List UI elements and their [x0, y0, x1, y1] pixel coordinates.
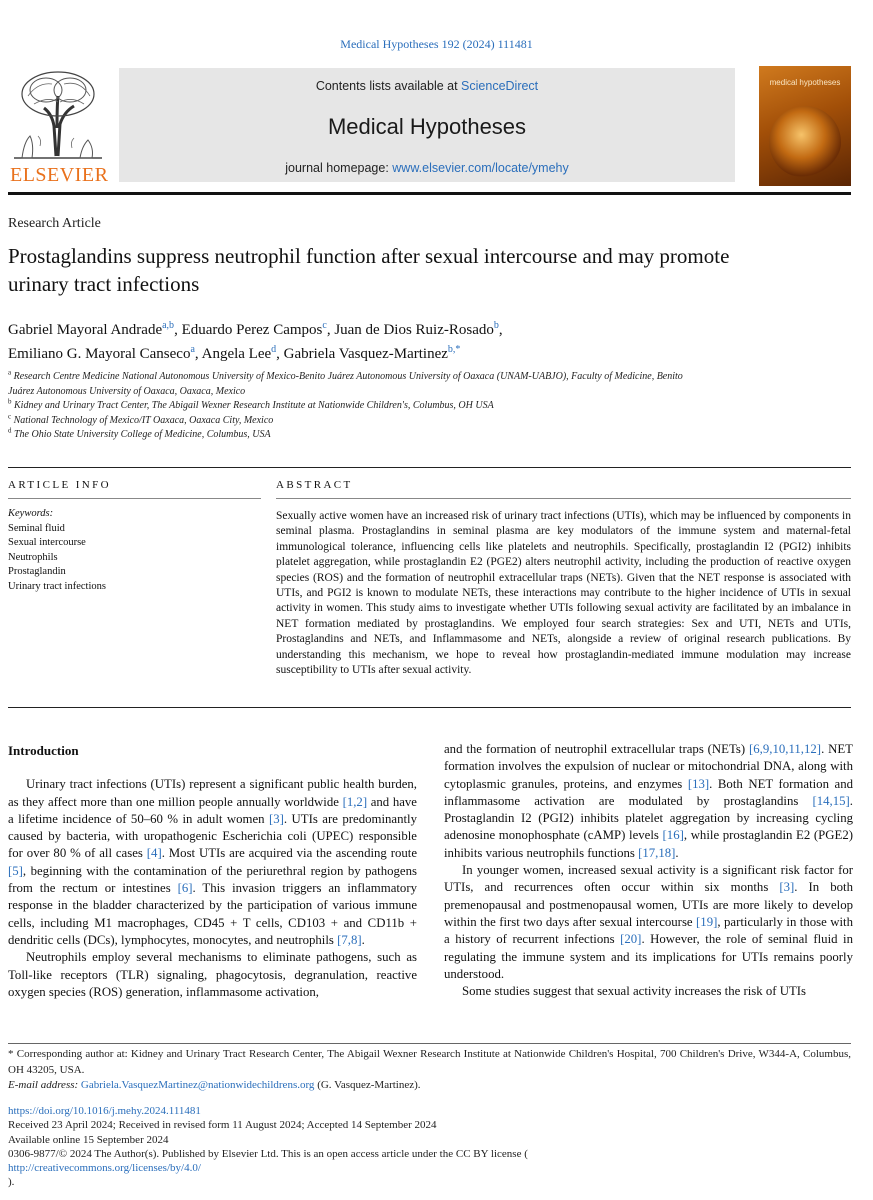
body-text: Urinary tract infections (UTIs) represent a significant public health burden, as they affect more than one million people annually worldwide	[8, 777, 417, 809]
elsevier-logo[interactable]	[8, 66, 108, 188]
publisher-name: ELSEVIER	[10, 164, 109, 186]
affiliation-text: Juárez Autonomous University of Oaxaca, Oaxaca, Mexico	[8, 385, 246, 397]
reference-link[interactable]: [20]	[620, 932, 642, 947]
keyword: Prostaglandin	[8, 566, 66, 577]
body-paragraph: Neutrophils employ several mechanisms to eliminate pathogens, such as Toll-like receptors (TLR) signaling, phagocytosis, degranulation, reactive oxygen species (ROS) generation, inflammasome activation,	[8, 950, 417, 999]
journal-name: Medical Hypotheses	[327, 114, 527, 139]
body-text: . This invasion triggers an inflammatory response in the bladder characterized by the participation of various immune cells, including M1 macrophages, CD45 + T cells, CD103 + and CD11b + dendritic cells (DCs), lymphocytes, monocytes, and neutrophils	[8, 881, 417, 947]
online-date: Available online 15 September 2024	[8, 1133, 169, 1146]
author-name[interactable]: Angela Lee	[201, 346, 272, 362]
article-info-rule	[8, 467, 851, 468]
reference-link[interactable]: [3]	[269, 811, 284, 826]
affiliation	[8, 399, 848, 414]
body-text: and the formation of neutrophil extracellular traps (NETs)	[444, 742, 750, 756]
body-text: . Prostaglandin I2 (PGI2) inhibits platelet aggregation by increasing cycling adenosine monophosphate (cAMP) levels	[444, 793, 853, 843]
body-paragraph	[444, 862, 853, 983]
cover-artwork	[769, 106, 841, 178]
header-rule	[8, 192, 851, 195]
footnote-rule	[8, 1043, 851, 1044]
journal-citation[interactable]: Medical Hypotheses 192 (2024) 111481	[340, 37, 533, 51]
body-text: . NET formation involves the expulsion of nuclear or mitochondrial DNA, along with cytoplasmic granules, proteins, and enzymes	[444, 742, 853, 791]
body-paragraph	[8, 776, 417, 949]
affiliation-label: b	[8, 397, 12, 406]
author-name[interactable]: Gabriel Mayoral Andrade	[8, 322, 163, 338]
reference-link[interactable]: [6]	[177, 881, 193, 896]
homepage-line	[119, 161, 735, 175]
keyword-list	[8, 507, 261, 594]
body-text: and have a lifetime incidence of 50–60 % in adult women	[8, 794, 417, 826]
contents-line	[119, 79, 735, 93]
corresponding-author-footnote	[8, 1047, 851, 1094]
body-text: .	[675, 845, 679, 860]
reference-link[interactable]: [1,2]	[342, 794, 368, 809]
body-text: . In both premenopausal and postmenopausal women, UTIs are more likely to develop within the first two days after sexual intercourse	[444, 880, 853, 929]
license-line	[8, 1147, 868, 1190]
reference-link[interactable]: [3]	[779, 880, 795, 895]
email-suffix: (G. Vasquez-Martinez).	[314, 1079, 421, 1091]
affiliation-label: d	[8, 426, 12, 435]
journal-header	[8, 66, 851, 188]
keyword: Sexual intercourse	[8, 537, 86, 548]
abstract-text: Sexually active women have an increased risk of urinary tract infections (UTIs), which may be influenced by components in seminal plasma. Prostaglandins in seminal plasma are key modulators of the immune system and maternal-fetal immunological tolerance, influencing cells like platelets and neutrophils. Specifically, prostaglandin I2 (PGI2) inhibits platelet aggregation, while prostaglandin E2 (PGE2) alters neutrophil activity, including the production of reactive oxygen species (ROS) and the formation of neutrophil extracellular traps (NETs). Given that the NET response is associated with UTIs, and PGI2 is known to modulate NETs, these interactions may contribute to the higher incidence of UTIs in sexual activity in women. This study aims to investigate whether UTIs following sexual activity are facilitated by an imbalance in NET formation mediated by prostaglandins. We employed four search strategies: Sex and UTI, NETs and UTIs, Prostaglandins and NETs, and Inflammasome and NETs, alongside a review of original research publications. By understanding this mechanism, we hope to reveal how prostaglandin-mediated immune modulation may increase susceptibility to UTIs after sexual activity.	[276, 510, 851, 677]
body-paragraph: Some studies suggest that sexual activity increases the risk of UTIs	[462, 984, 807, 999]
affiliation	[8, 370, 848, 385]
section-heading: Introduction	[8, 743, 79, 758]
contents-prefix: Contents lists available at	[315, 79, 462, 93]
reference-link[interactable]: [4]	[146, 846, 162, 861]
body-text: , particularly in those with a history of recurrent infections	[444, 914, 853, 947]
reference-link[interactable]: [13]	[687, 776, 710, 791]
doi-link[interactable]: https://doi.org/10.1016/j.mehy.2024.111481	[8, 1105, 201, 1117]
reference-link[interactable]: [14,15]	[812, 793, 850, 808]
body-text: In younger women, increased sexual activity is a significant risk factor for UTIs, and recurrences often occur within six months	[444, 863, 853, 895]
journal-banner	[119, 68, 735, 182]
affiliation	[8, 428, 848, 443]
tree-engraving-icon	[8, 66, 108, 162]
article-info-heading: ARTICLE INFO	[8, 479, 111, 491]
author-name[interactable]: Eduardo Perez Campos	[181, 322, 323, 338]
affiliation-text: Kidney and Urinary Tract Center, The Abigail Wexner Research Institute at Nationwide Children's, Columbus, OH USA	[14, 400, 494, 411]
email-label: E-mail address:	[8, 1079, 79, 1091]
article-info-divider	[8, 498, 261, 499]
keyword: Neutrophils	[8, 551, 58, 563]
affiliation	[8, 414, 848, 429]
author-affiliation-mark[interactable]: c	[322, 320, 327, 331]
author-affiliation-mark[interactable]: b	[493, 320, 499, 331]
journal-cover-image[interactable]	[759, 66, 851, 186]
reference-link[interactable]: [17,18]	[638, 845, 676, 860]
author-affiliation-mark[interactable]: b,*	[447, 344, 461, 355]
license-suffix: ).	[8, 1176, 15, 1189]
body-text: .	[361, 932, 365, 947]
keywords-label: Keywords:	[8, 508, 54, 519]
reference-link[interactable]: [16]	[662, 828, 684, 843]
homepage-link[interactable]: www.elsevier.com/locate/ymehy	[392, 161, 569, 175]
affiliation	[8, 385, 848, 400]
author-name[interactable]: Juan de Dios Ruiz-Rosado	[334, 322, 494, 338]
reference-link[interactable]: [5]	[8, 863, 23, 878]
body-text: , beginning with the contamination of the periurethral region by pathogens from the rectum or intestines	[8, 863, 417, 896]
body-text: . UTIs are predominantly caused by bacteria, with uropathogenic Escherichia coli (UPEC) responsible for over 80 % of all cases	[8, 811, 417, 861]
keyword: Urinary tract infections	[8, 580, 106, 592]
footnote-text: * Corresponding author at: Kidney and Urinary Tract Research Center, The Abigail Wexner Research Institute at Nationwide Children's Hospital, 700 Children's Drive, W344-A, Columbus, OH 43205, USA.	[8, 1048, 851, 1076]
reference-link[interactable]: [7,8]	[337, 932, 362, 947]
keyword: Seminal fluid	[8, 522, 65, 534]
body-paragraph	[444, 741, 853, 862]
abstract-bottom-rule	[8, 707, 851, 708]
body-column-right	[444, 741, 853, 1000]
license-link[interactable]: http://creativecommons.org/licenses/by/4.0/	[8, 1162, 201, 1175]
author-name[interactable]: Gabriela Vasquez-Martinez	[283, 346, 448, 362]
reference-link[interactable]: [6,9,10,11,12]	[749, 742, 822, 756]
body-text: . Most UTIs are acquired via the ascending route	[161, 846, 418, 861]
reference-link[interactable]: [19]	[696, 914, 718, 929]
affiliation-label: c	[8, 412, 12, 421]
affiliation-list	[8, 370, 848, 443]
received-dates: Received 23 April 2024; Received in revised form 11 August 2024; Accepted 14 September 2024	[8, 1119, 437, 1132]
article-type: Research Article	[8, 216, 101, 231]
affiliation-label: a	[8, 368, 12, 377]
body-text: . Both NET formation and inflammasome activation are modulated by prostaglandins	[444, 776, 854, 808]
affiliation-text: Research Centre Medicine National Autonomous University of Mexico-Benito Juárez Autonomous University of Oaxaca (UNAM-UABJO), Faculty of Medicine, Benito	[13, 371, 683, 382]
affiliation-text: National Technology of Mexico/IT Oaxaca, Oaxaca City, Mexico	[13, 414, 274, 426]
affiliation-text: The Ohio State University College of Medicine, Columbus, USA	[14, 429, 271, 440]
author-affiliation-mark[interactable]: a	[190, 344, 195, 355]
email-link[interactable]: Gabriela.VasquezMartinez@nationwidechildrens.org	[80, 1079, 315, 1091]
author-affiliation-mark[interactable]: d	[271, 344, 277, 355]
homepage-prefix: journal homepage:	[285, 161, 393, 175]
body-text: , while prostaglandin E2 (PGE2) inhibits various neutrophils functions	[444, 828, 853, 860]
license-text: 0306-9877/© 2024 The Author(s). Published by Elsevier Ltd. This is an open access article under the CC BY license (	[8, 1147, 528, 1160]
author-name[interactable]: Emiliano G. Mayoral Canseco	[8, 346, 191, 362]
cover-title: medical hypotheses	[769, 78, 841, 87]
body-text: . However, the role of seminal fluid in regulating the immune system and its implications for UTIs remains poorly understood.	[444, 932, 853, 981]
email-line	[8, 1078, 851, 1094]
body-column-left	[8, 741, 417, 1001]
author-affiliation-mark[interactable]: a,b	[162, 320, 175, 331]
abstract-divider	[276, 498, 851, 499]
sciencedirect-link[interactable]: ScienceDirect	[461, 79, 539, 93]
article-history	[8, 1104, 868, 1190]
abstract-heading: ABSTRACT	[276, 479, 353, 491]
author-list: Gabriel Mayoral Andrade$^{a,b}$, Eduardo Perez Campos$^c$, Juan de Dios Ruiz-Rosado$^b$, Emiliano G. Mayoral Canseco$^a$, Angela Lee$^d$, Gabriela Vasquez-Martinez$^{b,*}$	[8, 320, 503, 362]
article-title: Prostaglandins suppress neutrophil function after sexual intercourse and may promote urinary tract infections	[8, 244, 730, 296]
